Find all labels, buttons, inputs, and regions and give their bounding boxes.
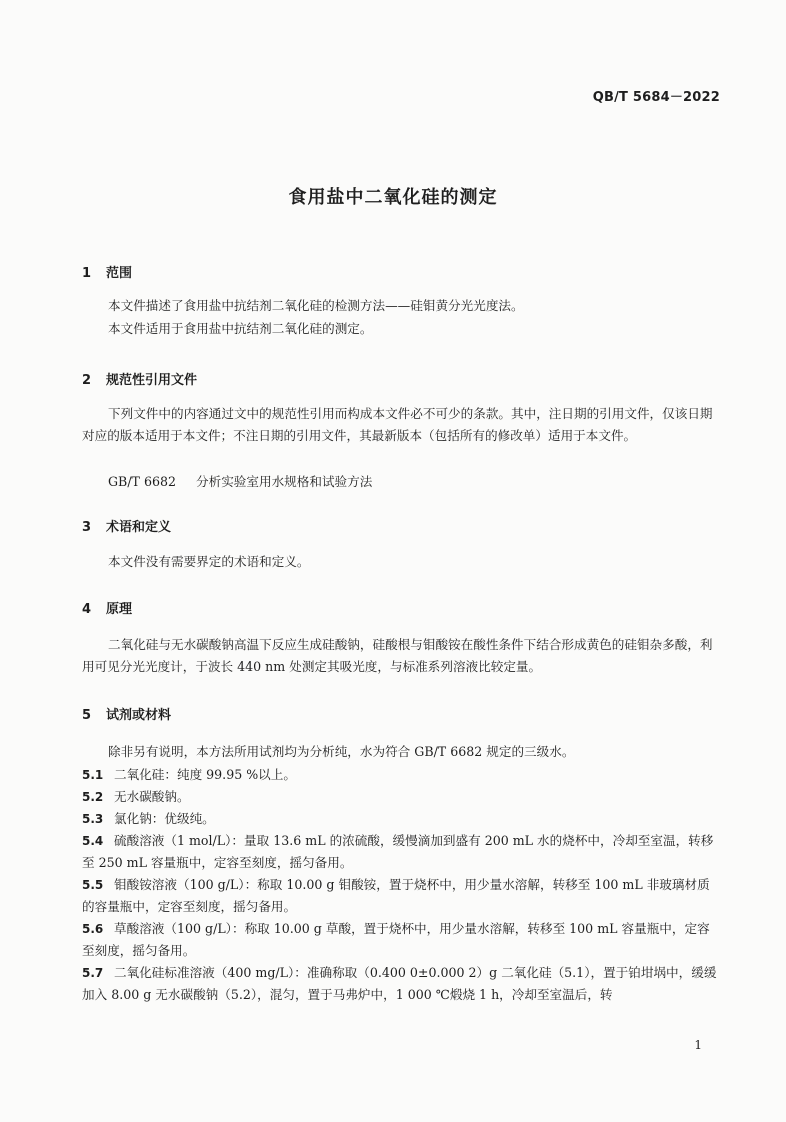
reagent-item-number: 5.6 bbox=[82, 922, 104, 936]
terms-paragraph: 本文件没有需要界定的术语和定义。 bbox=[108, 554, 310, 569]
section-number: 3 bbox=[82, 520, 92, 535]
reagent-item-number: 5.3 bbox=[82, 812, 104, 826]
principle-paragraph: 二氧化硅与无水碳酸钠高温下反应生成硅酸钠，硅酸根与钼酸铵在酸性条件下结合形成黄色的硅钼杂多酸，利用可见分光光度计，于波长 440 nm 处测定其吸光度，与标准系列溶液比较定量。 bbox=[82, 637, 713, 674]
section-heading-normative bbox=[82, 369, 197, 388]
section-title: 术语和定义 bbox=[106, 520, 172, 535]
reagent-item bbox=[82, 808, 722, 830]
reagent-item-number: 5.7 bbox=[82, 966, 104, 980]
reagent-item bbox=[82, 918, 722, 962]
reagent-item-number: 5.4 bbox=[82, 834, 104, 848]
reagent-item-text: 氯化钠：优级纯。 bbox=[114, 811, 215, 826]
section-heading-terms bbox=[82, 516, 171, 535]
section-number: 4 bbox=[82, 602, 92, 617]
section-heading-principle bbox=[82, 598, 132, 617]
section-title: 原理 bbox=[106, 602, 133, 617]
section-title: 试剂或材料 bbox=[106, 708, 172, 723]
reagent-item-number: 5.5 bbox=[82, 878, 104, 892]
reagent-item-text: 硫酸溶液（1 mol/L）：量取 13.6 mL 的浓硫酸，缓慢滴加到盛有 200 mL 水的烧杯中，冷却至室温，转移至 250 mL 容量瓶中，定容至刻度，摇匀备用。 bbox=[82, 833, 714, 870]
section-title: 范围 bbox=[106, 266, 133, 281]
page-number: 1 bbox=[694, 1038, 702, 1052]
reagent-item bbox=[82, 764, 722, 786]
reagent-item bbox=[82, 786, 722, 808]
document-title: 食用盐中二氧化硅的测定 bbox=[288, 187, 498, 208]
section-number: 5 bbox=[82, 708, 92, 723]
section-heading-reagents bbox=[82, 704, 171, 723]
section-title: 规范性引用文件 bbox=[106, 373, 198, 388]
reagents-intro: 除非另有说明，本方法所用试剂均为分析纯，水为符合 GB/T 6682 规定的三级水。 bbox=[108, 744, 575, 759]
section-number: 2 bbox=[82, 373, 92, 388]
reagent-item bbox=[82, 830, 722, 874]
scope-paragraph-2: 本文件适用于食用盐中抗结剂二氧化硅的测定。 bbox=[108, 321, 373, 336]
reagent-item bbox=[82, 962, 722, 1006]
standard-code: QB/T 5684－2022 bbox=[592, 90, 720, 105]
normative-paragraph: 下列文件中的内容通过文中的规范性引用而构成本文件必不可少的条款。其中，注日期的引用文件，仅该日期对应的版本适用于本文件；不注日期的引用文件，其最新版本（包括所有的修改单）适用于本文件。 bbox=[82, 406, 713, 443]
reagent-item-text: 钼酸铵溶液（100 g/L）：称取 10.00 g 钼酸铵，置于烧杯中，用少量水溶解，转移至 100 mL 非玻璃材质的容量瓶中，定容至刻度，摇匀备用。 bbox=[82, 877, 710, 914]
reagent-item-number: 5.1 bbox=[82, 768, 104, 782]
reagent-item-number: 5.2 bbox=[82, 790, 104, 804]
reference-title: 分析实验室用水规格和试验方法 bbox=[196, 474, 373, 489]
reference-code: GB/T 6682 bbox=[108, 474, 177, 489]
reagent-item-text: 无水碳酸钠。 bbox=[114, 789, 190, 804]
section-heading-scope bbox=[82, 262, 132, 281]
reagent-item-text: 草酸溶液（100 g/L）：称取 10.00 g 草酸，置于烧杯中，用少量水溶解，转移至 100 mL 容量瓶中，定容至刻度，摇匀备用。 bbox=[82, 921, 710, 958]
section-number: 1 bbox=[82, 266, 92, 281]
scope-paragraph-1: 本文件描述了食用盐中抗结剂二氧化硅的检测方法——硅钼黄分光光度法。 bbox=[108, 298, 524, 313]
reagent-item-text: 二氧化硅标准溶液（400 mg/L）：准确称取（0.400 0±0.000 2）g 二氧化硅（5.1），置于铂坩埚中，缓缓加入 8.00 g 无水碳酸钠（5.2），混匀，置于马弗炉中，1 000 ℃煅烧 1 h，冷却至室温后，转 bbox=[82, 965, 717, 1002]
reagent-item-text: 二氧化硅：纯度 99.95 %以上。 bbox=[114, 767, 296, 782]
normative-reference bbox=[108, 471, 372, 490]
reagent-item bbox=[82, 874, 722, 918]
